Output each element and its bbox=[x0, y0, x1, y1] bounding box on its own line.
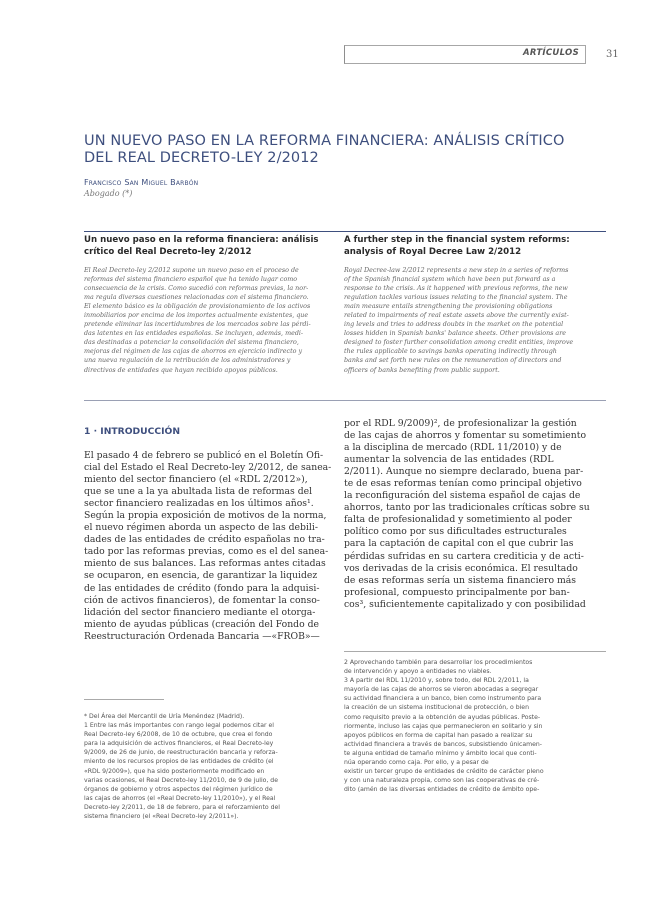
abstract-line: reformas del sistema financiero español que ha tenido lugar como bbox=[84, 276, 298, 284]
abstract-line: banks and set forth new rules on the remuneration of directors and bbox=[344, 357, 562, 365]
abstract-spanish bbox=[84, 231, 346, 375]
body-line: ción de activos financieros), de fomentar la conso- bbox=[84, 594, 320, 606]
footnote-line: miento de los recursos propios de las entidades de crédito (el bbox=[84, 758, 274, 766]
footnote-line: apoyos públicos en forma de capital han pasado a realizar su bbox=[344, 731, 533, 739]
footnote-line: 2 Aprovechando también para desarrollar los procedimientos bbox=[344, 659, 533, 666]
footnote-line: las cajas de ahorros (el «Real Decreto-ley 11/2010»), y el Real bbox=[84, 794, 276, 802]
body-line: te de esas reformas tenían como principal objetivo bbox=[344, 478, 582, 490]
abstract-spanish-text bbox=[84, 266, 346, 375]
footnote-line: de intervención y apoyo a entidades no viables. bbox=[344, 668, 492, 676]
section-heading: 1 · INTRODUCCIÓN bbox=[84, 426, 181, 437]
abstract-line: das destinadas a potenciar la consolidación del sistema financiero, bbox=[84, 339, 299, 347]
body-line: falta de profesionalidad y sometimiento al poder bbox=[344, 514, 572, 526]
footnote-rule-right bbox=[344, 651, 606, 652]
body-line: aumentar la solvencia de las entidades (RDL bbox=[344, 454, 554, 466]
body-line: miento de sus balances. Las reformas antes citadas bbox=[84, 558, 326, 570]
footnote-line: 1 Entre las más importantes con rango legal podemos citar el bbox=[84, 722, 274, 730]
abstract-line: mejoras del régimen de las cajas de ahorros en ejercicio indirecto y bbox=[84, 348, 303, 356]
footnote-line: existir un tercer grupo de entidades de crédito de carácter pleno bbox=[344, 768, 544, 776]
abstract-english bbox=[344, 231, 606, 375]
body-line: a la disciplina de mercado (RDL 11/2010) y de bbox=[344, 442, 562, 454]
body-line: de las entidades de crédito (fondo para la adquisi- bbox=[84, 582, 320, 594]
footnote-line: dito (amén de las diversas entidades de crédito de ámbito ope- bbox=[344, 786, 540, 794]
body-line: cos³, suficientemente capitalizado y con posibilidad bbox=[344, 598, 586, 610]
body-line: Reestructuración Ordenada Bancaria —«FROB»— bbox=[84, 630, 320, 642]
abstract-english-heading bbox=[344, 235, 606, 258]
title-line: UN NUEVO PASO EN LA REFORMA FINANCIERA: ANÁLISIS CRÍTICO bbox=[84, 133, 565, 149]
footnote-line: órganos de gobierno y otros aspectos del régimen jurídico de bbox=[84, 785, 273, 793]
footnote-line: Decreto-ley 2/2011, de 18 de febrero, para el reforzamiento del bbox=[84, 803, 280, 811]
abstract-line: of the Spanish financial system which have been put forward as a bbox=[344, 276, 556, 284]
body-line: pérdidas sufridas en su cartera crediticia y de acti- bbox=[344, 550, 584, 562]
footnote-line: mayoría de las cajas de ahorros se vieron abocadas a segregar bbox=[344, 686, 539, 694]
abstract-line: das latentes en las entidades españolas. Se incluyen, además, medi- bbox=[84, 330, 304, 338]
abstract-line: regulation tackles various issues relating to the financial system. The bbox=[344, 294, 568, 302]
abstract-line: pretende eliminar las incertidumbres de los mercados sobre las pérdi- bbox=[84, 321, 311, 329]
abstract-line: related to impairments of real estate assets above the currently exist- bbox=[344, 312, 569, 320]
body-line: profesional, compuesto principalmente por ban- bbox=[344, 586, 570, 598]
abstract-spanish-heading bbox=[84, 235, 346, 258]
footnote-line: te alguna entidad de tamaño mínimo y ámbito local que conti- bbox=[344, 749, 537, 757]
body-line: de esas reformas sería un sistema financiero más bbox=[344, 574, 576, 586]
footnotes-left bbox=[84, 712, 346, 821]
section-label: ARTÍCULOS bbox=[522, 48, 579, 58]
title-line: DEL REAL DECRETO-LEY 2/2012 bbox=[84, 149, 319, 166]
body-line: El pasado 4 de febrero se publicó en el Boletín Ofi- bbox=[84, 450, 324, 461]
abstract-line: consecuencia de la crisis. Como sucedió con reformas previas, la nor- bbox=[84, 285, 309, 293]
footnote-line: Real Decreto-ley 6/2008, de 10 de octubre, que crea el fondo bbox=[84, 731, 273, 739]
body-line: que se une a la ya abultada lista de reformas del bbox=[84, 486, 313, 498]
abstract-line: El Real Decreto-ley 2/2012 supone un nuevo paso en el proceso de bbox=[84, 267, 299, 274]
footnote-line: la creación de un sistema institucional de protección, o bien bbox=[344, 704, 529, 712]
abstract-divider bbox=[84, 400, 606, 401]
abstract-line: response to the crisis. As it happened with previous reforms, the new bbox=[344, 285, 568, 293]
abstract-line: ing levels and tries to address doubts in the market on the potential bbox=[344, 321, 564, 329]
footnote-line: para la adquisición de activos financieros, el Real Decreto-ley bbox=[84, 740, 274, 748]
footnote-line: 3 A partir del RDL 11/2010 y, sobre todo, del RDL 2/2011, la bbox=[344, 677, 529, 685]
body-column-right bbox=[344, 418, 606, 611]
body-line: miento de ayudas públicas (creación del Fondo de bbox=[84, 618, 320, 630]
body-line: de las cajas de ahorros y fomentar su sometimiento bbox=[344, 430, 587, 442]
body-line: político como por sus dificultades estructurales bbox=[344, 526, 567, 538]
footnote-line: actividad financiera a través de bancos, subsistiendo únicamen- bbox=[344, 740, 542, 748]
footnote-line: riormente, incluso las cajas que permanecieron en solitario y sin bbox=[344, 722, 543, 730]
abstract-line: designed to foster further consolidation among credit entities, improve bbox=[344, 339, 574, 347]
body-line: se ocuparon, en esencia, de garantizar la liquidez bbox=[84, 570, 318, 582]
body-line: el nuevo régimen aborda un aspecto de las debili- bbox=[84, 522, 318, 534]
body-line: vos derivadas de la crisis económica. El resultado bbox=[344, 562, 578, 574]
author-name: Francisco San Miguel Barbón bbox=[84, 178, 199, 187]
abstract-line: directivos de entidades que hayan recibido apoyos públicos. bbox=[84, 366, 278, 374]
body-line: dades de las entidades de crédito españolas no tra- bbox=[84, 534, 325, 546]
heading-line: analysis of Royal Decree Law 2/2012 bbox=[344, 246, 522, 257]
abstract-line: officers of banks benefiting from public support. bbox=[344, 366, 500, 374]
body-line: 2/2011). Aunque no siempre declarado, buena par- bbox=[344, 466, 584, 478]
body-line: Según la propia exposición de motivos de la norma, bbox=[84, 510, 327, 522]
footnote-line: como requisito previo a la obtención de ayudas públicas. Poste- bbox=[344, 713, 541, 721]
body-line: tado por las reformas previas, como es el del sanea- bbox=[84, 546, 329, 558]
footnote-line: su actividad financiera a un banco, bien como instrumento para bbox=[344, 695, 542, 703]
body-line: para la captación de capital con el que cubrir las bbox=[344, 538, 574, 550]
body-line: la reconfiguración del sistema español de cajas de bbox=[344, 490, 581, 502]
heading-line: Un nuevo paso en la reforma financiera: análisis bbox=[84, 235, 319, 245]
footnote-line: varias ocasiones, el Real Decreto-ley 11/2010, de 9 de julio, de bbox=[84, 776, 278, 784]
abstract-english-text bbox=[344, 266, 606, 375]
abstract-line: ma regula diversas cuestiones relacionadas con el sistema financiero. bbox=[84, 294, 309, 302]
footnotes-right bbox=[344, 658, 606, 794]
heading-line: crítico del Real Decreto-ley 2/2012 bbox=[84, 246, 252, 257]
footnote-line: «RDL 9/2009»), que ha sido posteriormente modificado en bbox=[84, 767, 265, 775]
body-line: lidación del sector financiero mediante el otorga- bbox=[84, 606, 316, 618]
abstract-line: main measure entails strengthening the provisioning obligations bbox=[344, 303, 553, 311]
abstract-line: una nueva regulación de la retribución de los administradores y bbox=[84, 357, 291, 365]
abstract-line: inmobiliarios por encima de los importes actualmente existentes, que bbox=[84, 312, 309, 320]
body-line: cial del Estado el Real Decreto-ley 2/2012, de sanea- bbox=[84, 462, 332, 474]
footnote-line: sistema financiero (el «Real Decreto-ley 2/2011»). bbox=[84, 813, 239, 821]
abstract-line: the rules applicable to savings banks operating indirectly through bbox=[344, 348, 557, 356]
body-line: ahorros, tanto por las tradicionales críticas sobre su bbox=[344, 502, 590, 514]
footnote-line: y con una naturaleza propia, como son las cooperativas de cré- bbox=[344, 777, 540, 785]
heading-line: A further step in the financial system reforms: bbox=[344, 235, 570, 245]
footnote-rule-left bbox=[84, 699, 164, 700]
article-title bbox=[84, 133, 604, 166]
abstract-line: Royal Decree-law 2/2012 represents a new step in a series of reforms bbox=[344, 267, 569, 274]
body-column-left bbox=[84, 450, 346, 643]
body-line: sector financiero realizadas en los últimos años¹. bbox=[84, 498, 314, 510]
footnote-line: núa operando como caja. Por ello, y a pesar de bbox=[344, 759, 489, 767]
body-line: miento del sector financiero (el «RDL 2/2012»), bbox=[84, 474, 308, 486]
abstract-line: El elemento básico es la obligación de provisionamiento de los activos bbox=[84, 303, 311, 311]
footnote-line: 9/2009, de 26 de junio, de reestructuración bancaria y reforza- bbox=[84, 749, 278, 757]
abstract-line: losses hidden in Spanish banks' balance sheets. Other provisions are bbox=[344, 330, 567, 338]
page-number: 31 bbox=[606, 49, 619, 60]
footnote-line: * Del Área del Mercantil de Uría Menéndez (Madrid). bbox=[84, 713, 245, 720]
header-box bbox=[344, 45, 586, 64]
body-line: por el RDL 9/2009)², de profesionalizar la gestión bbox=[344, 418, 577, 429]
author-affiliation: Abogado (*) bbox=[84, 189, 133, 198]
